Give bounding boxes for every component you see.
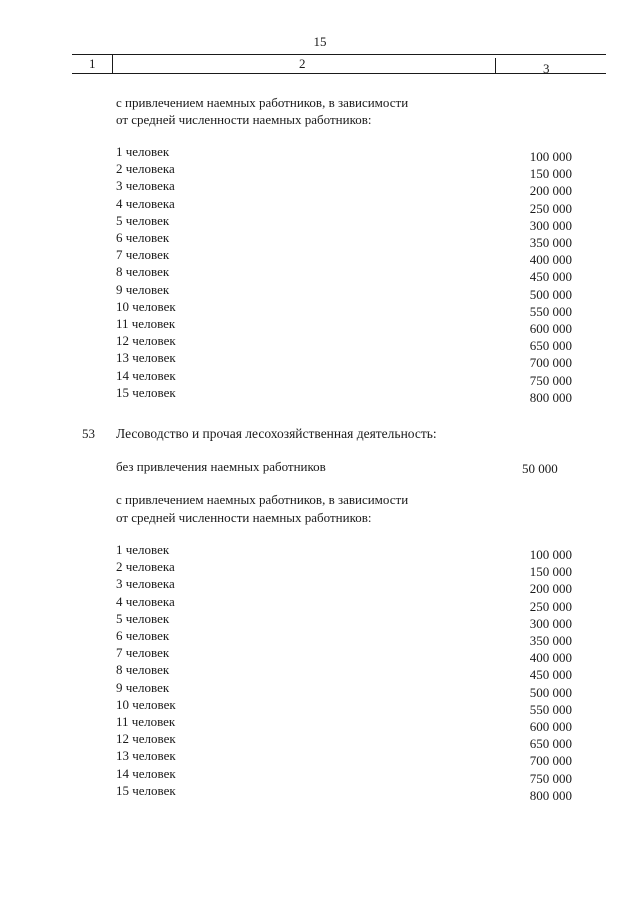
rate-value: 550 000 — [529, 701, 572, 717]
hired-intro-line-2: от средней численности наемных работников: — [116, 112, 372, 127]
column-3-number: 3 — [543, 61, 550, 76]
employee-count-label: 2 человека — [116, 161, 175, 177]
no-hired-value: 50 000 — [522, 461, 558, 476]
employee-rate-row — [116, 765, 572, 786]
employee-count-label: 12 человек — [116, 333, 176, 349]
employee-rate-row — [116, 679, 572, 700]
hired-intro-line-2: от средней численности наемных работников: — [116, 510, 372, 525]
employee-count-label: 11 человек — [116, 714, 176, 729]
employee-count-label: 8 человек — [116, 264, 170, 280]
employee-rate-row — [116, 593, 572, 614]
section-title: Лесоводство и прочая лесохозяйственная деятельность: — [116, 426, 437, 441]
page-number: 15 — [313, 34, 327, 49]
rate-value: 100 000 — [529, 149, 572, 164]
employee-rate-row — [116, 264, 572, 285]
employee-count-label: 3 человека — [116, 576, 175, 592]
employee-count-label: 1 человек — [116, 144, 170, 159]
rate-value: 500 000 — [529, 684, 572, 700]
employee-rate-row — [116, 559, 572, 580]
rate-value: 800 000 — [529, 389, 572, 405]
rate-value: 150 000 — [529, 166, 572, 182]
employee-rate-row — [116, 628, 572, 648]
employee-rate-row — [116, 161, 572, 182]
rate-value: 350 000 — [529, 633, 572, 648]
no-hired-label: без привлечения наемных работников — [116, 459, 326, 474]
rate-value: 300 000 — [529, 615, 572, 631]
employee-count-label: 13 человек — [116, 748, 176, 764]
employee-rate-row — [116, 384, 572, 405]
rate-value: 400 000 — [529, 650, 572, 666]
employee-count-label: 4 человека — [116, 195, 175, 211]
rate-value: 650 000 — [529, 338, 572, 354]
column-2-number: 2 — [299, 56, 306, 71]
employee-count-label: 6 человек — [116, 230, 170, 245]
employee-rate-row — [116, 333, 572, 354]
employee-rate-row — [116, 230, 572, 250]
employee-rate-row — [116, 212, 572, 233]
employee-rate-row — [116, 178, 572, 199]
employee-count-label: 13 человек — [116, 350, 176, 366]
employee-count-label: 2 человека — [116, 559, 175, 575]
employee-rate-row — [116, 350, 572, 371]
employee-count-label: 12 человек — [116, 731, 176, 747]
employee-rate-row — [116, 731, 572, 752]
employee-rate-row — [116, 281, 572, 302]
employee-rate-row — [116, 645, 572, 666]
employee-count-label: 5 человек — [116, 212, 170, 228]
employee-rate-row — [116, 298, 572, 319]
rate-value: 200 000 — [529, 581, 572, 597]
rate-value: 800 000 — [529, 787, 572, 803]
employee-rate-row — [116, 367, 572, 388]
employee-count-label: 3 человека — [116, 178, 175, 194]
rate-value: 150 000 — [529, 564, 572, 580]
rate-value: 650 000 — [529, 736, 572, 752]
hired-intro-line-1: с привлечением наемных работников, в зависимости — [116, 492, 409, 507]
rate-value: 600 000 — [529, 719, 572, 734]
employee-count-label: 15 человек — [116, 384, 176, 400]
rate-value: 200 000 — [529, 183, 572, 199]
employee-rate-row — [116, 542, 572, 562]
header-divider-1 — [112, 54, 113, 73]
employee-rate-row — [116, 316, 572, 336]
employee-count-label: 5 человек — [116, 610, 170, 626]
employee-count-label: 7 человек — [116, 645, 170, 661]
employee-count-label: 14 человек — [116, 367, 176, 383]
employee-count-label: 9 человек — [116, 281, 170, 297]
rate-value: 750 000 — [529, 770, 572, 786]
employee-rate-row — [116, 696, 572, 717]
rate-value: 250 000 — [529, 200, 572, 216]
header-divider-2 — [495, 58, 496, 74]
employee-count-label: 1 человек — [116, 542, 170, 557]
employee-count-label: 8 человек — [116, 662, 170, 678]
rate-value: 550 000 — [529, 303, 572, 319]
rate-value: 300 000 — [529, 217, 572, 233]
rate-value: 500 000 — [529, 286, 572, 302]
rate-value: 350 000 — [529, 235, 572, 250]
employee-rate-row — [116, 782, 572, 803]
rate-value: 100 000 — [529, 547, 572, 562]
rate-value: 400 000 — [529, 252, 572, 268]
employee-count-label: 11 человек — [116, 316, 176, 331]
employee-count-label: 9 человек — [116, 679, 170, 695]
employee-count-label: 10 человек — [116, 696, 176, 712]
rate-value: 700 000 — [529, 753, 572, 769]
rate-value: 250 000 — [529, 598, 572, 614]
employee-rate-row — [116, 247, 572, 268]
column-1-number: 1 — [89, 56, 96, 71]
employee-count-label: 14 человек — [116, 765, 176, 781]
employee-rate-row — [116, 195, 572, 216]
employee-count-label: 6 человек — [116, 628, 170, 643]
rate-value: 450 000 — [529, 269, 572, 285]
employee-rate-row — [116, 662, 572, 683]
employee-count-label: 4 человека — [116, 593, 175, 609]
employee-rate-row — [116, 144, 572, 164]
rate-value: 700 000 — [529, 355, 572, 371]
section-number: 53 — [82, 426, 95, 441]
employee-count-label: 15 человек — [116, 782, 176, 798]
employee-rate-row — [116, 610, 572, 631]
header-top-rule — [72, 54, 606, 55]
employee-count-label: 7 человек — [116, 247, 170, 263]
employee-count-label: 10 человек — [116, 298, 176, 314]
employee-rate-row — [116, 714, 572, 734]
employee-rate-row — [116, 576, 572, 597]
employee-rate-row — [116, 748, 572, 769]
hired-intro-line-1: с привлечением наемных работников, в зависимости — [116, 95, 409, 110]
rate-value: 450 000 — [529, 667, 572, 683]
rate-value: 750 000 — [529, 372, 572, 388]
rate-value: 600 000 — [529, 321, 572, 336]
header-bottom-rule — [72, 73, 606, 74]
